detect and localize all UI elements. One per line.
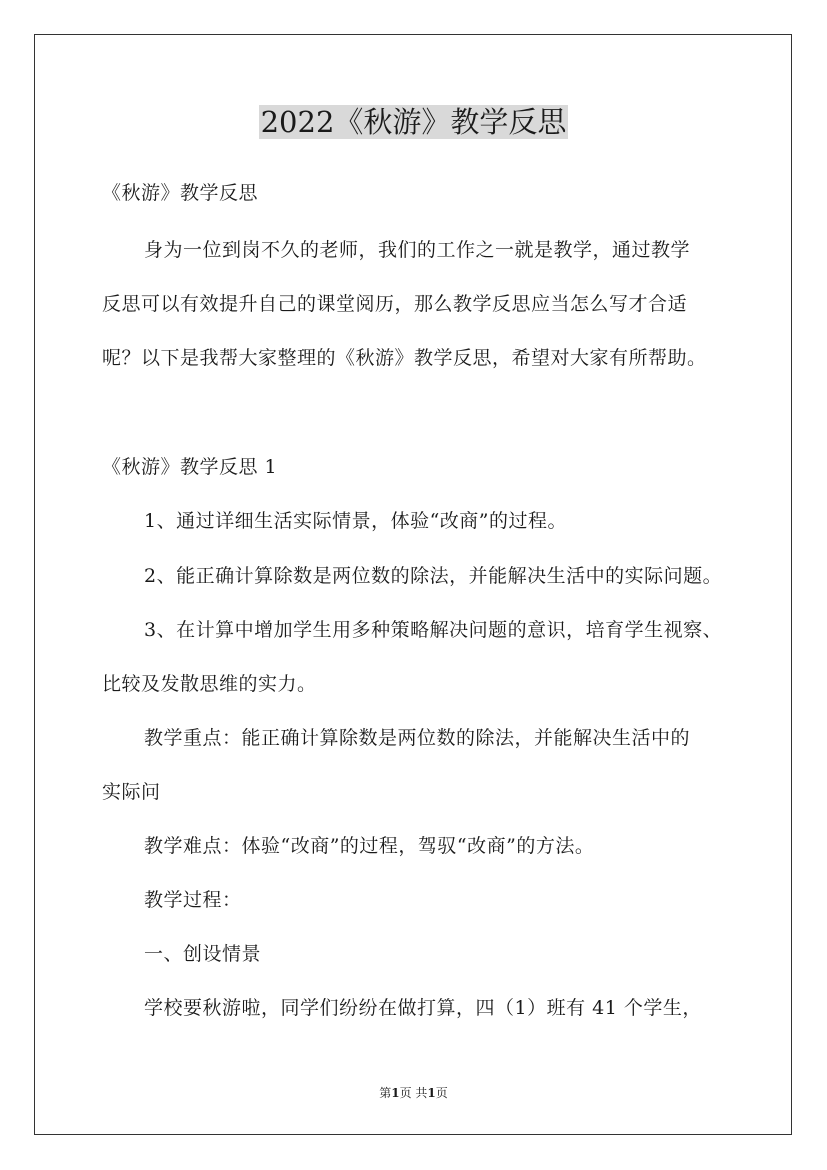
paragraph-line: 教学重点：能正确计算除数是两位数的除法，并能解决生活中的 <box>144 727 691 749</box>
title-highlight: 2022《秋游》教学反思 <box>260 105 567 139</box>
paragraph-line: 身为一位到岗不久的老师，我们的工作之一就是教学，通过教学 <box>144 239 691 261</box>
section-heading: 《秋游》教学反思 <box>102 182 259 204</box>
section-heading: 《秋游》教学反思 1 <box>102 456 278 478</box>
footer-page-number: 1 <box>391 1086 400 1100</box>
footer-page-suffix: 页 <box>435 1086 448 1100</box>
paragraph-line: 呢？以下是我帮大家整理的《秋游》教学反思，希望对大家有所帮助。 <box>102 347 707 369</box>
paragraph-line: 2、能正确计算除数是两位数的除法，并能解决生活中的实际问题。 <box>144 565 723 587</box>
paragraph-line: 学校要秋游啦，同学们纷纷在做打算，四（1）班有 41 个学生， <box>144 997 702 1019</box>
paragraph-line: 比较及发散思维的实力。 <box>102 673 317 695</box>
paragraph-line: 教学过程： <box>144 889 242 911</box>
paragraph-line: 一、创设情景 <box>144 943 262 965</box>
paragraph-line: 实际问 <box>102 781 161 803</box>
footer-page-prefix: 第 <box>379 1086 392 1100</box>
paragraph-line: 1、通过详细生活实际情景，体验“改商”的过程。 <box>144 510 568 532</box>
footer-page-mid: 页 共 <box>399 1086 428 1100</box>
paragraph-line: 反思可以有效提升自己的课堂阅历，那么教学反思应当怎么写才合适 <box>102 293 688 315</box>
paragraph-line: 3、在计算中增加学生用多种策略解决问题的意识，培育学生视察、 <box>144 619 723 641</box>
footer-page-total: 1 <box>427 1086 436 1100</box>
paragraph-line: 教学难点：体验“改商”的过程，驾驭“改商”的方法。 <box>144 835 595 857</box>
page-footer <box>0 1085 827 1101</box>
document-title <box>0 102 827 142</box>
